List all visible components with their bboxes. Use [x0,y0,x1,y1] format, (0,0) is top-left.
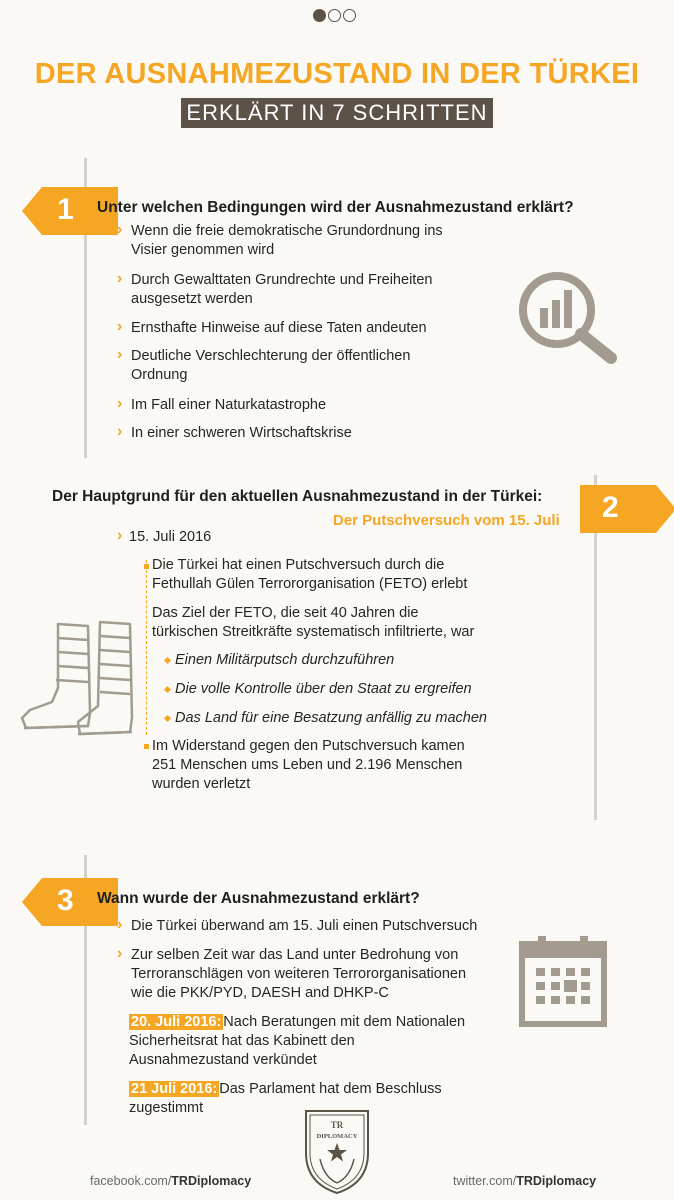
diamond-bullet [164,657,171,664]
page-title: DER AUSNAHMEZUSTAND IN DER TÜRKEI [34,58,640,90]
magnifier-chart-icon [515,268,617,364]
list-item: Im Fall einer Naturkatastrophe [131,397,327,413]
list-item: Ernsthafte Hinweise auf diese Taten andeuten [131,320,427,336]
chevron-right-icon: › [117,318,123,335]
list-item: Wenn die freie demokratische Grundordnung ins Visier genommen wird [131,223,443,258]
chevron-right-icon: › [117,395,123,412]
facebook-link[interactable]: facebook.com/TRDiplomacy [90,1174,252,1188]
chevron-right-icon: › [117,270,123,287]
step-number-banner: 2 [580,485,674,533]
diamond-bullet [164,715,171,722]
diamond-bullet [164,686,171,693]
page-subtitle: ERKLÄRT IN 7 SCHRITTEN [181,98,493,128]
chevron-right-icon: › [117,527,123,544]
square-bullet [144,564,149,569]
date-highlight: 20. Juli 2016: [131,1014,222,1030]
goal-item: Einen Militärputsch durchzuführen [175,652,395,668]
paragraph: Die Türkei hat einen Putschversuch durch die Fethullah Gülen Terrororganisation (FETO) erlebt [152,557,468,592]
tr-diplomacy-logo [300,1103,374,1195]
chevron-right-icon: › [117,423,123,440]
square-bullet [144,744,149,749]
section-question: Wann wurde der Ausnahmezustand erklärt? [97,890,420,907]
page-dot[interactable] [343,9,356,22]
twitter-link[interactable]: twitter.com/TRDiplomacy [453,1174,597,1188]
paragraph: Im Widerstand gegen den Putschversuch kamen 251 Menschen ums Leben und 2.196 Menschen wurden verletzt [152,738,465,792]
section-date: 15. Juli 2016 [129,529,212,545]
section-question: Der Hauptgrund für den aktuellen Ausnahmezustand in der Türkei: [52,488,543,505]
page-dot-active[interactable] [313,9,326,22]
section-answer: Der Putschversuch vom 15. Juli [333,512,560,529]
list-item: 21 Juli 2016: Das Parlament hat dem Beschluss zugestimmt [129,1081,442,1116]
list-item: In einer schweren Wirtschaftskrise [131,425,352,441]
chevron-right-icon: › [117,916,123,933]
chevron-right-icon: › [117,221,123,238]
goal-item: Die volle Kontrolle über den Staat zu ergreifen [175,681,472,697]
timeline-connector [146,560,147,735]
boots-icon [18,618,138,740]
pagination-dots [313,9,356,22]
list-item: Deutliche Verschlechterung der öffentlichen Ordnung [131,348,411,383]
list-item: Zur selben Zeit war das Land unter Bedrohung von Terroranschlägen von weiteren Terrororganisationen wie die PKK/PYD, DAESH and DHKP-C [131,947,467,1001]
section-question: Unter welchen Bedingungen wird der Ausnahmezustand erklärt? [97,199,574,216]
list-item: Die Türkei überwand am 15. Juli einen Putschversuch [131,918,478,934]
page-dot[interactable] [328,9,341,22]
date-highlight: 21 Juli 2016: [131,1081,218,1097]
list-item: 20. Juli 2016: Nach Beratungen mit dem Nationalen Sicherheitsrat hat das Kabinett den Ausnahmezustand verkündet [129,1014,466,1068]
paragraph: Das Ziel der FETO, die seit 40 Jahren die türkischen Streitkräfte systematisch infiltrierte, war [152,605,475,640]
goal-item: Das Land für eine Besatzung anfällig zu machen [175,710,487,726]
svg-text:DIPLOMACY: DIPLOMACY [316,1133,358,1140]
step-number-banner: 3 [22,878,118,926]
list-item: Durch Gewalttaten Grundrechte und Freiheiten ausgesetzt werden [131,272,433,307]
chevron-right-icon: › [117,346,123,363]
chevron-right-icon: › [117,945,123,962]
step-number-banner: 1 [22,187,118,235]
calendar-icon [518,936,608,1028]
svg-text:TR: TR [330,1120,344,1130]
